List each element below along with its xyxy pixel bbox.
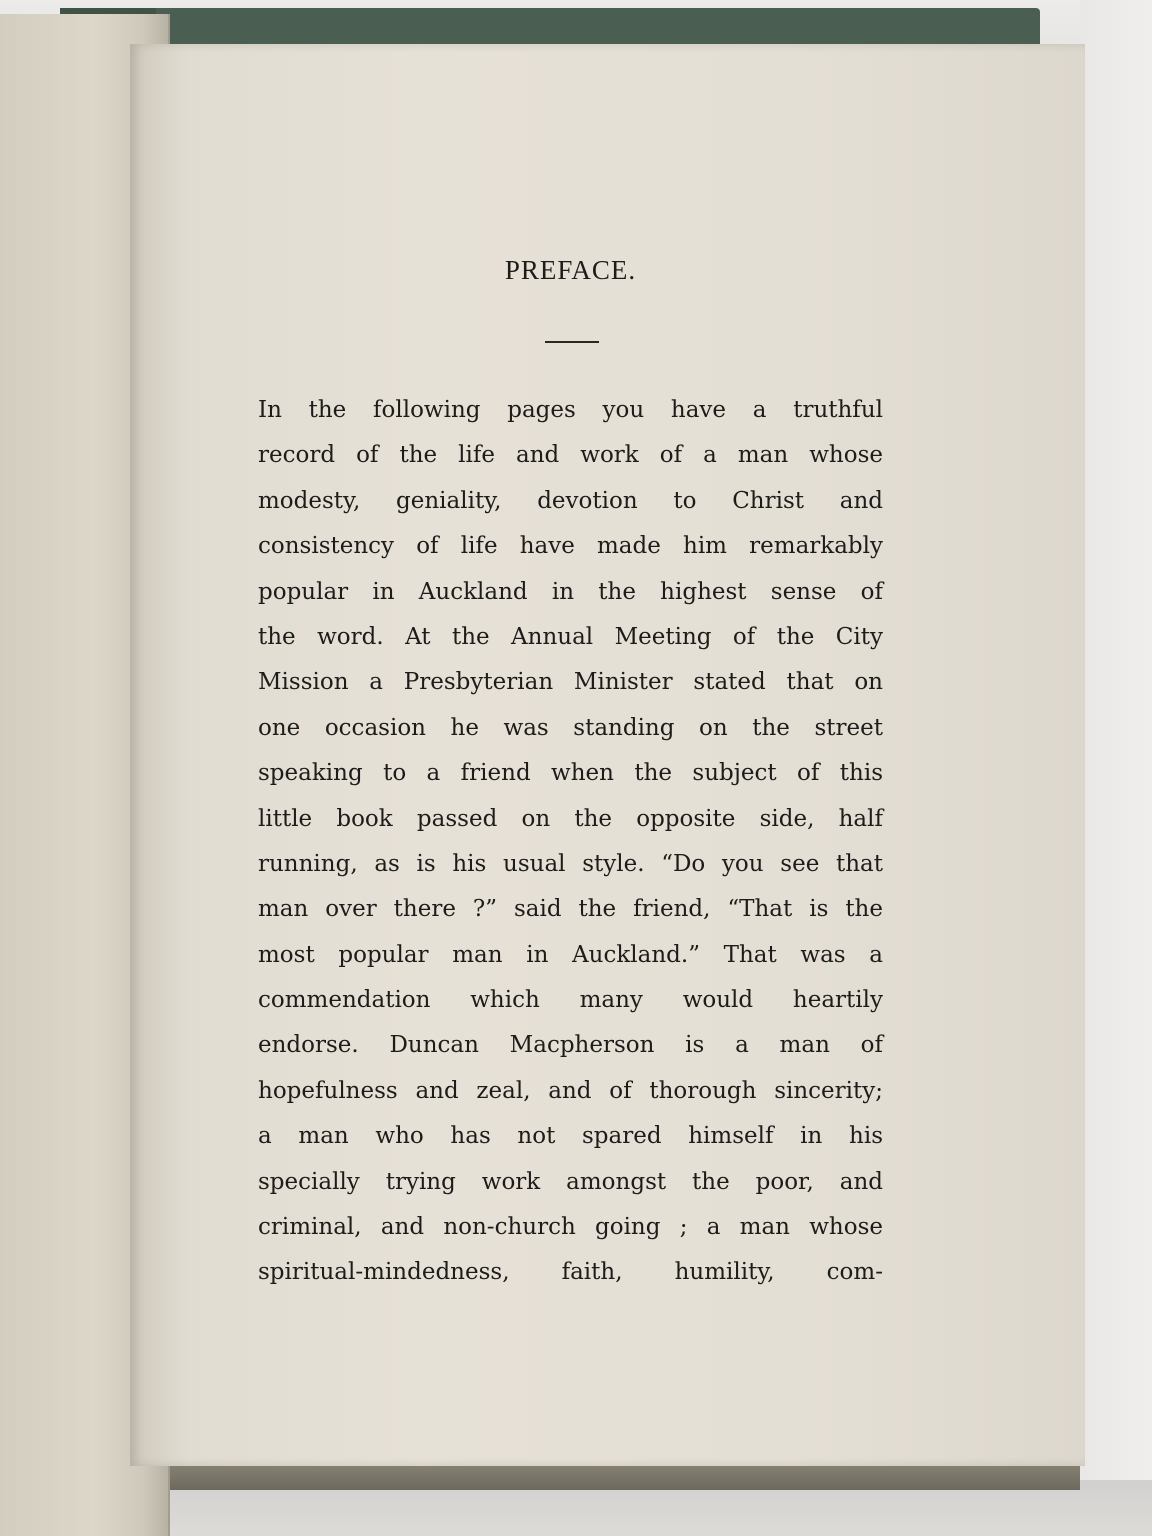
- text-line: the word. At the Annual Meeting of the City: [258, 623, 883, 650]
- text-line: a man who has not spared himself in his: [258, 1123, 883, 1150]
- title-rule: [545, 341, 599, 343]
- text-line: commendation which many would heartily: [258, 987, 883, 1014]
- text-line: one occasion he was standing on the street: [258, 714, 883, 741]
- text-line: little book passed on the opposite side, half: [258, 805, 883, 832]
- text-line: Mission a Presbyterian Minister stated that on: [258, 669, 883, 696]
- text-line: running, as is his usual style. “Do you see that: [258, 850, 883, 877]
- text-line: specially trying work amongst the poor, and: [258, 1168, 883, 1195]
- page-title: PREFACE.: [504, 255, 637, 285]
- text-line: popular in Auckland in the highest sense of: [258, 578, 883, 605]
- text-line: spiritual-mindedness, faith, humility, com-: [258, 1259, 883, 1286]
- text-line: modesty, geniality, devotion to Christ and: [258, 487, 883, 514]
- text-line: hopefulness and zeal, and of thorough sincerity;: [258, 1077, 883, 1104]
- background-wall-right: [1080, 0, 1152, 1536]
- text-line: criminal, and non-church going ; a man whose: [258, 1214, 883, 1241]
- text-line: consistency of life have made him remarkably: [258, 533, 883, 560]
- text-line: most popular man in Auckland.” That was a: [258, 941, 883, 968]
- text-line: endorse. Duncan Macpherson is a man of: [258, 1032, 883, 1059]
- preface-text: [258, 388, 883, 1296]
- text-line: record of the life and work of a man whose: [258, 442, 883, 469]
- text-line: speaking to a friend when the subject of this: [258, 760, 883, 787]
- text-line: In the following pages you have a truthful: [258, 397, 883, 423]
- text-line: man over there ?” said the friend, “That is the: [258, 896, 883, 923]
